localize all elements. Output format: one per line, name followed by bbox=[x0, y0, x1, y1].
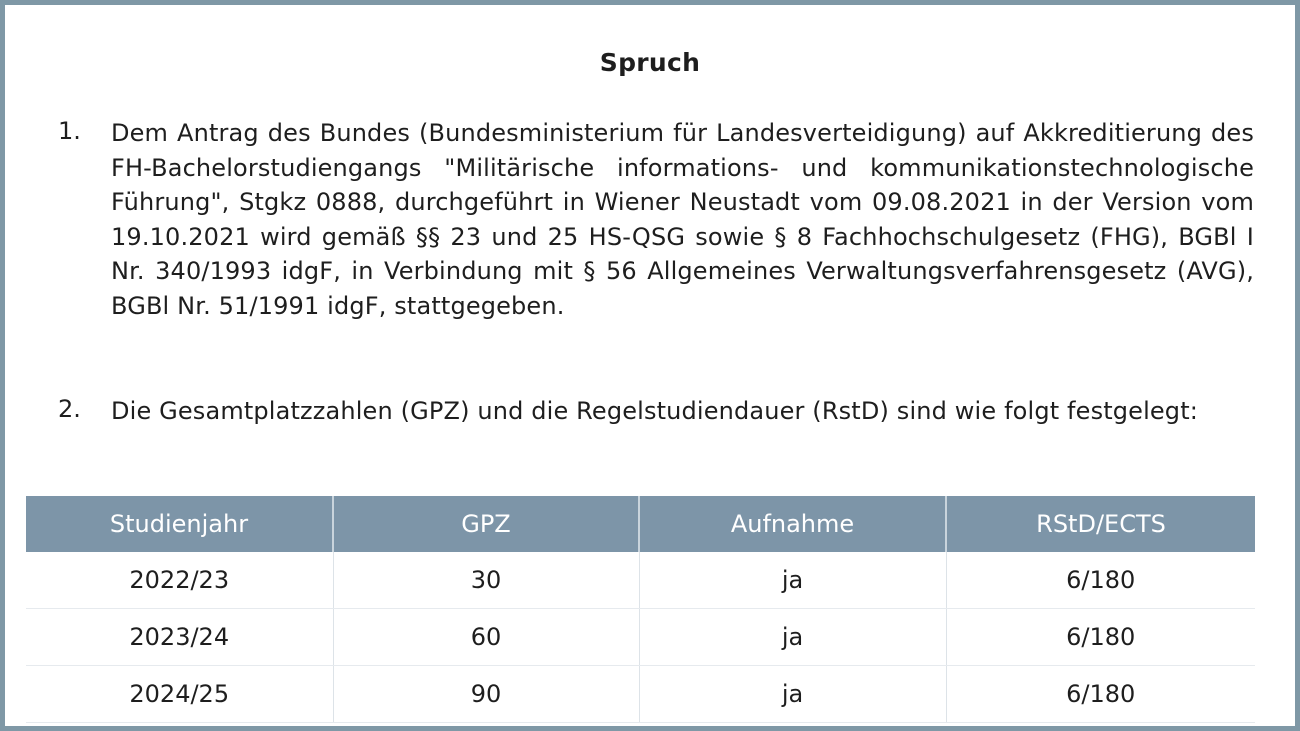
table-row bbox=[26, 552, 1255, 609]
table-header-row bbox=[26, 496, 1255, 552]
header-gpz: GPZ bbox=[333, 496, 639, 552]
gpz-table bbox=[26, 496, 1255, 723]
cell-studienjahr: 2023/24 bbox=[26, 609, 333, 666]
item-2-number: 2. bbox=[58, 395, 81, 423]
item-1-text: Dem Antrag des Bundes (Bundesministerium für Landesverteidigung) auf Akkreditierung des FH-Bachelorstudiengangs "Militärische informations- und kommunikationstechnologische Führung", Stgkz 0888, durchgeführt in Wiener Neustadt vom 09.08.2021 in der Version vom 19.10.2021 wird gemäß §§ 23 und 25 HS-QSG sowie § 8 Fachhochschulgesetz (FHG), BGBl I Nr. 340/1993 idgF, in Verbindung mit § 56 Allgemeines Verwaltungsverfahrensgesetz (AVG), BGBl Nr. 51/1991 idgF, stattgegeben. bbox=[111, 119, 1254, 320]
header-studienjahr: Studienjahr bbox=[26, 496, 333, 552]
header-rstd-ects: RStD/ECTS bbox=[946, 496, 1255, 552]
cell-aufnahme: ja bbox=[639, 609, 946, 666]
table-row bbox=[26, 666, 1255, 723]
cell-aufnahme: ja bbox=[639, 666, 946, 723]
cell-rstd-ects: 6/180 bbox=[946, 666, 1255, 723]
cell-gpz: 90 bbox=[333, 666, 639, 723]
document-heading: Spruch bbox=[599, 48, 701, 77]
item-2-text: Die Gesamtplatzzahlen (GPZ) und die Regelstudiendauer (RstD) sind wie folgt festgelegt: bbox=[111, 397, 1198, 425]
header-aufnahme: Aufnahme bbox=[639, 496, 946, 552]
table-row bbox=[26, 609, 1255, 666]
cell-gpz: 30 bbox=[333, 552, 639, 609]
item-1-number: 1. bbox=[58, 117, 81, 145]
cell-studienjahr: 2024/25 bbox=[26, 666, 333, 723]
cell-rstd-ects: 6/180 bbox=[946, 552, 1255, 609]
cell-gpz: 60 bbox=[333, 609, 639, 666]
cell-rstd-ects: 6/180 bbox=[946, 609, 1255, 666]
cell-studienjahr: 2022/23 bbox=[26, 552, 333, 609]
cell-aufnahme: ja bbox=[639, 552, 946, 609]
